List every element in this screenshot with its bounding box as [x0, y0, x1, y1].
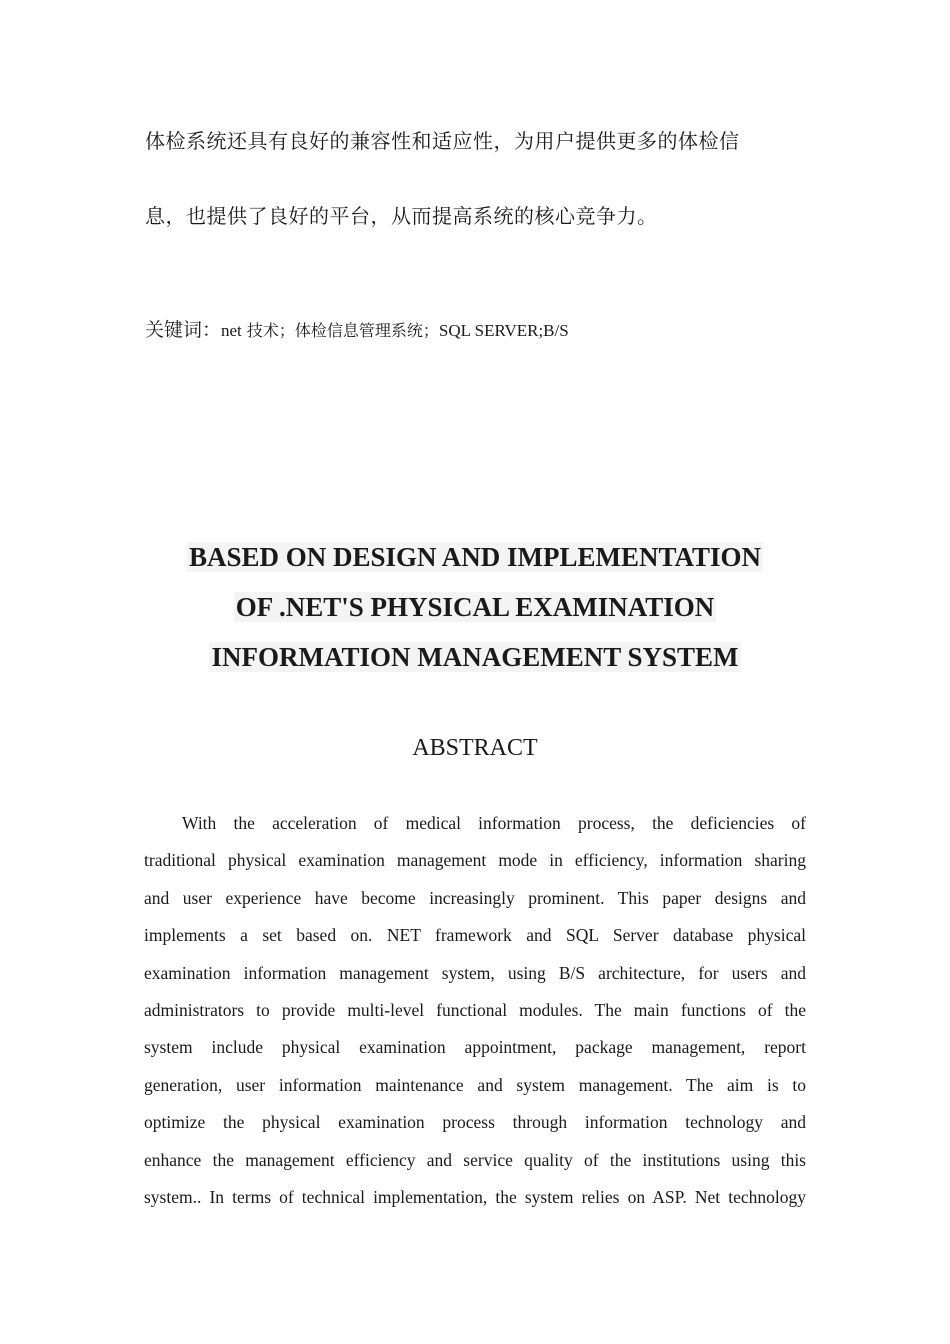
english-title-line-1	[0, 540, 950, 574]
abstract-heading: ABSTRACT	[412, 735, 538, 761]
keywords-label: 关键词：	[145, 319, 222, 341]
abstract-line: implements a set based on. NET framework and SQL Server database physical	[144, 925, 806, 946]
english-title-line-3	[0, 640, 950, 674]
english-title-text-2: OF .NET'S PHYSICAL EXAMINATION	[235, 592, 715, 622]
abstract-line: With the acceleration of medical information process, the deficiencies of	[182, 813, 806, 833]
keywords-line	[145, 316, 569, 345]
abstract-line: optimize the physical examination process through information technology and	[144, 1112, 806, 1133]
abstract-line: and user experience have become increasingly prominent. This paper designs and	[144, 887, 806, 908]
chinese-paragraph-line-2: 息，也提供了良好的平台，从而提高系统的核心竞争力。	[145, 204, 658, 228]
keyword-sql-bs: SQL SERVER;B/S	[438, 321, 569, 340]
abstract-line: traditional physical examination management mode in efficiency, information sharing	[144, 850, 806, 871]
abstract-line: examination information management system, using B/S architecture, for users and	[144, 962, 806, 983]
english-title-text-3: INFORMATION MANAGEMENT SYSTEM	[211, 642, 739, 672]
abstract-line: administrators to provide multi-level functional modules. The main functions of the	[144, 999, 806, 1020]
keyword-net: net	[221, 321, 242, 340]
abstract-line: enhance the management efficiency and service quality of the institutions using this	[144, 1149, 806, 1170]
abstract-body	[144, 805, 806, 1216]
english-title-text-1: BASED ON DESIGN AND IMPLEMENTATION	[188, 542, 762, 572]
abstract-line: system.. In terms of technical implementation, the system relies on ASP. Net technology	[144, 1186, 806, 1207]
chinese-paragraph-line-1: 体检系统还具有良好的兼容性和适应性，为用户提供更多的体检信	[145, 129, 740, 153]
abstract-line: system include physical examination appointment, package management, report	[144, 1037, 806, 1058]
keyword-chinese-terms: 技术；体检信息管理系统；	[241, 321, 439, 340]
english-title-line-2	[0, 590, 950, 624]
abstract-line: generation, user information maintenance and system management. The aim is to	[144, 1074, 806, 1095]
